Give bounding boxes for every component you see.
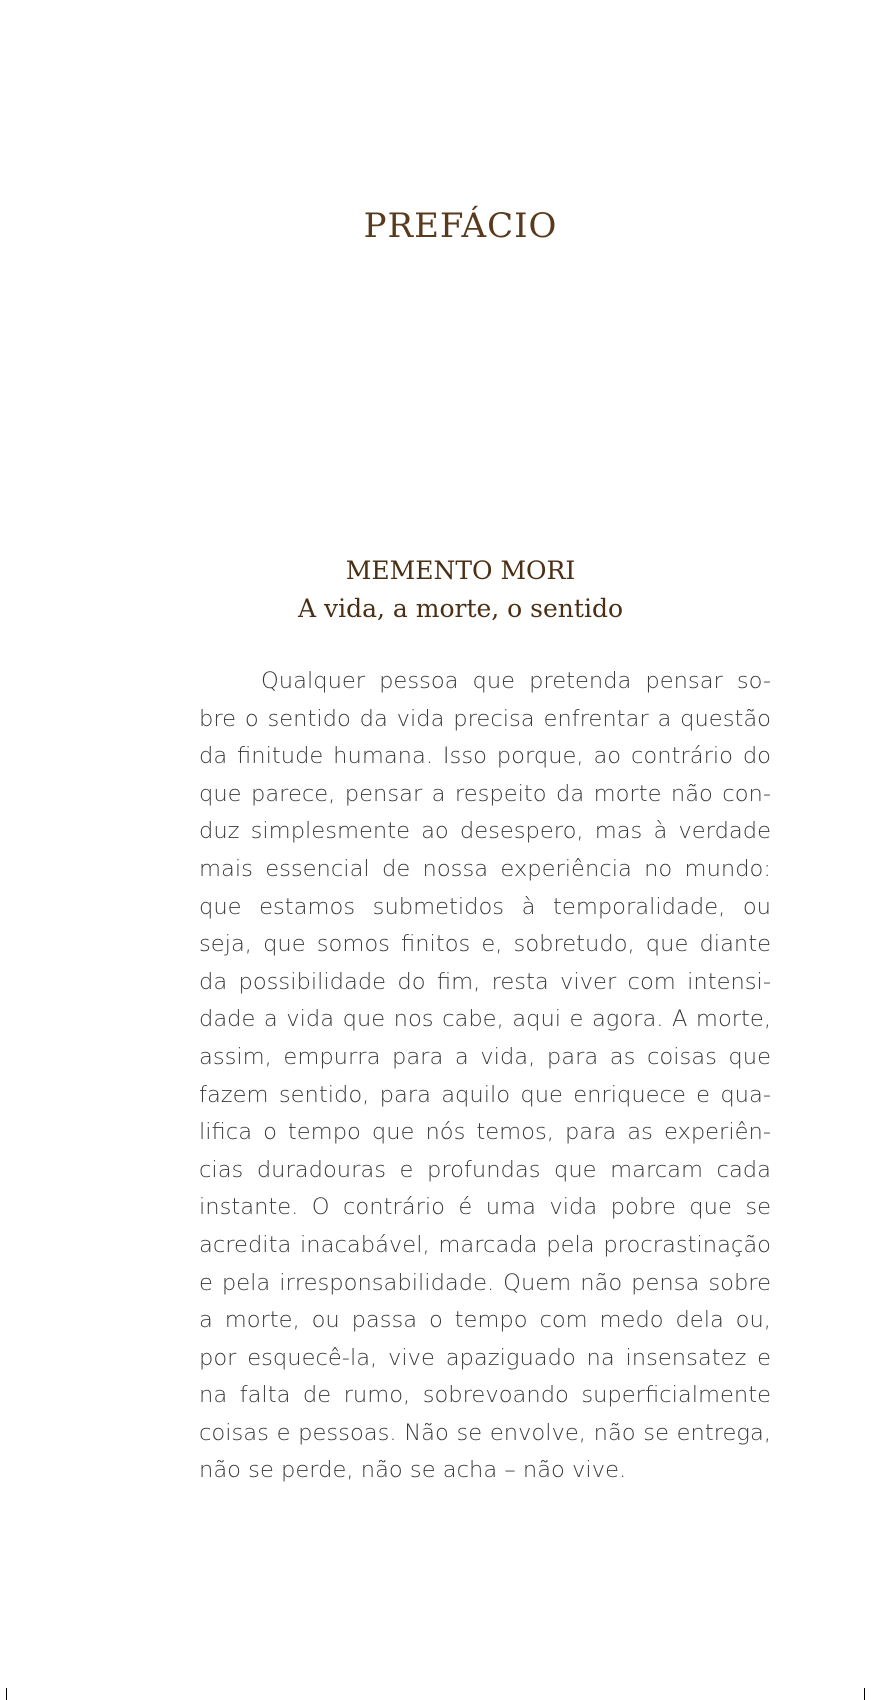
text-line: e pela irresponsabilidade. Quem não pensa sobre — [199, 1269, 771, 1296]
text-line: coisas e pessoas. Não se envolve, não se entrega, — [199, 1419, 771, 1446]
text-line: fazem sentido, para aquilo que enriquece e qua- — [199, 1081, 771, 1108]
text-line: da finitude humana. Isso porque, ao contrário do — [199, 743, 771, 770]
text-line: por esquecê-la, vive apaziguado na insensatez e — [199, 1344, 771, 1371]
text-line: dade a vida que nos cabe, aqui e agora. A morte, — [199, 1006, 771, 1033]
text-line: a morte, ou passa o tempo com medo dela ou, — [199, 1307, 771, 1334]
text-line: seja, que somos finitos e, sobretudo, que diante — [199, 931, 771, 958]
section-heading — [0, 552, 871, 628]
text-line: cias duradouras e profundas que marcam cada — [199, 1156, 771, 1183]
chapter-title: PREFÁCIO — [363, 206, 558, 246]
text-line: mais essencial de nossa experiência no mundo: — [199, 855, 771, 882]
section-title: MEMENTO MORI — [345, 556, 576, 585]
text-line: na falta de rumo, sobrevoando superficialmente — [199, 1382, 771, 1409]
crop-mark-left — [6, 1688, 7, 1700]
text-line: Qualquer pessoa que pretenda pensar so- — [261, 668, 771, 694]
crop-mark-right — [864, 1688, 865, 1700]
text-line: lifica o tempo que nós temos, para as experiên- — [199, 1119, 771, 1146]
text-line: acredita inacabável, marcada pela procrastinação — [199, 1231, 771, 1258]
body-paragraph — [199, 663, 771, 1490]
text-line: que estamos submetidos à temporalidade, ou — [199, 893, 771, 920]
section-subtitle: A vida, a morte, o sentido — [297, 594, 624, 623]
text-line: não se perde, não se acha – não vive. — [199, 1457, 627, 1484]
text-line: instante. O contrário é uma vida pobre que se — [199, 1194, 771, 1221]
text-line: que parece, pensar a respeito da morte não con- — [199, 780, 771, 807]
text-line: assim, empurra para a vida, para as coisas que — [199, 1043, 771, 1070]
text-line: bre o sentido da vida precisa enfrentar a questão — [199, 705, 771, 732]
text-line: duz simplesmente ao desespero, mas à verdade — [199, 818, 771, 845]
text-line: da possibilidade do fim, resta viver com intensi- — [199, 968, 771, 995]
